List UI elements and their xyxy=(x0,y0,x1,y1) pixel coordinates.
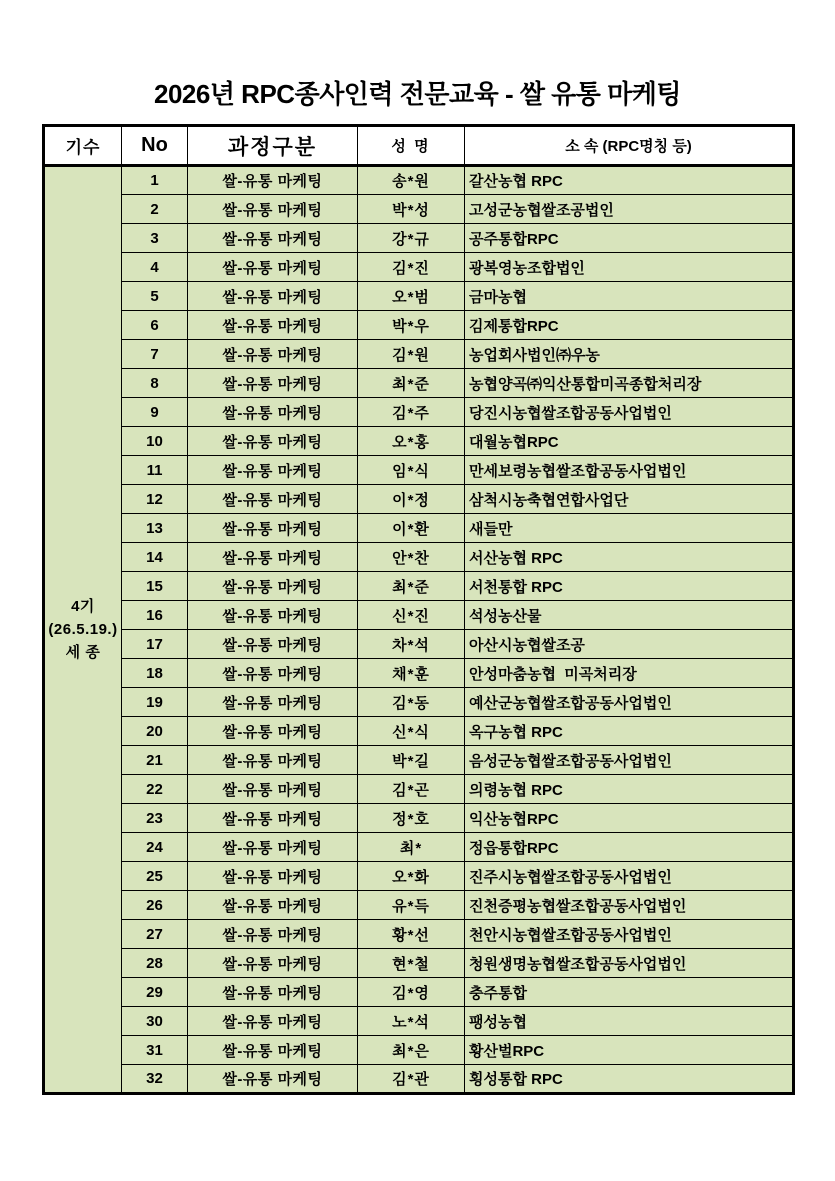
row-name: 강*규 xyxy=(358,224,465,253)
row-no: 10 xyxy=(122,427,188,456)
attendee-table xyxy=(42,124,795,1095)
row-no: 12 xyxy=(122,485,188,514)
table-header-row xyxy=(44,126,794,166)
row-affiliation: 충주통합 xyxy=(465,978,794,1007)
row-course: 쌀-유통 마케팅 xyxy=(188,311,358,340)
row-name: 김*진 xyxy=(358,253,465,282)
row-no: 20 xyxy=(122,717,188,746)
row-name: 김*관 xyxy=(358,1065,465,1094)
table-row xyxy=(44,978,794,1007)
table-row xyxy=(44,1036,794,1065)
table-row xyxy=(44,688,794,717)
row-affiliation: 새들만 xyxy=(465,514,794,543)
row-name: 안*찬 xyxy=(358,543,465,572)
row-affiliation: 진주시농협쌀조합공동사업법인 xyxy=(465,862,794,891)
row-affiliation: 황산벌RPC xyxy=(465,1036,794,1065)
table-row xyxy=(44,282,794,311)
table-row xyxy=(44,775,794,804)
row-affiliation: 갈산농협 RPC xyxy=(465,166,794,195)
table-row xyxy=(44,891,794,920)
row-course: 쌀-유통 마케팅 xyxy=(188,891,358,920)
row-course: 쌀-유통 마케팅 xyxy=(188,717,358,746)
row-affiliation: 횡성통합 RPC xyxy=(465,1065,794,1094)
row-course: 쌀-유통 마케팅 xyxy=(188,601,358,630)
row-affiliation: 김제통합RPC xyxy=(465,311,794,340)
row-no: 23 xyxy=(122,804,188,833)
row-affiliation: 석성농산물 xyxy=(465,601,794,630)
table-row xyxy=(44,485,794,514)
row-name: 차*석 xyxy=(358,630,465,659)
row-course: 쌀-유통 마케팅 xyxy=(188,485,358,514)
row-affiliation: 금마농협 xyxy=(465,282,794,311)
row-course: 쌀-유통 마케팅 xyxy=(188,543,358,572)
row-course: 쌀-유통 마케팅 xyxy=(188,949,358,978)
row-no: 13 xyxy=(122,514,188,543)
header-affiliation: 소 속 (RPC명칭 등) xyxy=(465,126,794,166)
table-row xyxy=(44,630,794,659)
row-course: 쌀-유통 마케팅 xyxy=(188,253,358,282)
row-affiliation: 고성군농협쌀조공법인 xyxy=(465,195,794,224)
table-row xyxy=(44,1007,794,1036)
row-name: 이*환 xyxy=(358,514,465,543)
row-name: 최*은 xyxy=(358,1036,465,1065)
row-name: 오*범 xyxy=(358,282,465,311)
table-row xyxy=(44,195,794,224)
row-no: 3 xyxy=(122,224,188,253)
row-no: 16 xyxy=(122,601,188,630)
row-course: 쌀-유통 마케팅 xyxy=(188,369,358,398)
cohort-cell-line: 세 종 xyxy=(65,644,101,662)
row-affiliation: 농협양곡㈜익산통합미곡종합처리장 xyxy=(465,369,794,398)
row-affiliation: 음성군농협쌀조합공동사업법인 xyxy=(465,746,794,775)
table-row xyxy=(44,369,794,398)
header-course: 과정구분 xyxy=(188,126,358,166)
row-affiliation: 공주통합RPC xyxy=(465,224,794,253)
row-name: 박*길 xyxy=(358,746,465,775)
row-affiliation: 정읍통합RPC xyxy=(465,833,794,862)
row-name: 임*식 xyxy=(358,456,465,485)
header-name: 성 명 xyxy=(358,126,465,166)
table-row xyxy=(44,804,794,833)
row-affiliation: 서산농협 RPC xyxy=(465,543,794,572)
row-affiliation: 예산군농협쌀조합공동사업법인 xyxy=(465,688,794,717)
cohort-cell-line: (26.5.19.) xyxy=(48,620,118,638)
row-no: 22 xyxy=(122,775,188,804)
row-affiliation: 안성마춤농협 미곡처리장 xyxy=(465,659,794,688)
cohort-cell xyxy=(44,166,122,1094)
row-no: 14 xyxy=(122,543,188,572)
row-no: 21 xyxy=(122,746,188,775)
table-row xyxy=(44,340,794,369)
row-affiliation: 서천통합 RPC xyxy=(465,572,794,601)
row-no: 31 xyxy=(122,1036,188,1065)
row-name: 박*우 xyxy=(358,311,465,340)
row-name: 송*원 xyxy=(358,166,465,195)
row-name: 김*원 xyxy=(358,340,465,369)
row-name: 유*득 xyxy=(358,891,465,920)
row-course: 쌀-유통 마케팅 xyxy=(188,514,358,543)
row-name: 김*곤 xyxy=(358,775,465,804)
row-name: 정*호 xyxy=(358,804,465,833)
row-no: 24 xyxy=(122,833,188,862)
row-no: 1 xyxy=(122,166,188,195)
table-row xyxy=(44,543,794,572)
row-course: 쌀-유통 마케팅 xyxy=(188,659,358,688)
row-no: 30 xyxy=(122,1007,188,1036)
row-course: 쌀-유통 마케팅 xyxy=(188,862,358,891)
table-row xyxy=(44,833,794,862)
row-affiliation: 의령농협 RPC xyxy=(465,775,794,804)
page-title: 2026년 RPC종사인력 전문교육 - 쌀 유통 마케팅 xyxy=(154,79,681,109)
row-affiliation: 진천증평농협쌀조합공동사업법인 xyxy=(465,891,794,920)
row-course: 쌀-유통 마케팅 xyxy=(188,920,358,949)
table-row xyxy=(44,1065,794,1094)
row-affiliation: 대월농협RPC xyxy=(465,427,794,456)
row-name: 김*영 xyxy=(358,978,465,1007)
row-course: 쌀-유통 마케팅 xyxy=(188,427,358,456)
table-row xyxy=(44,659,794,688)
row-affiliation: 청원생명농협쌀조합공동사업법인 xyxy=(465,949,794,978)
row-name: 김*동 xyxy=(358,688,465,717)
row-course: 쌀-유통 마케팅 xyxy=(188,978,358,1007)
row-name: 박*성 xyxy=(358,195,465,224)
row-no: 2 xyxy=(122,195,188,224)
row-no: 8 xyxy=(122,369,188,398)
row-course: 쌀-유통 마케팅 xyxy=(188,804,358,833)
row-no: 28 xyxy=(122,949,188,978)
table-row xyxy=(44,253,794,282)
table-row xyxy=(44,456,794,485)
row-course: 쌀-유통 마케팅 xyxy=(188,282,358,311)
row-affiliation: 광복영농조합법인 xyxy=(465,253,794,282)
row-no: 6 xyxy=(122,311,188,340)
row-course: 쌀-유통 마케팅 xyxy=(188,195,358,224)
row-no: 27 xyxy=(122,920,188,949)
row-no: 7 xyxy=(122,340,188,369)
row-name: 채*훈 xyxy=(358,659,465,688)
row-affiliation: 만세보령농협쌀조합공동사업법인 xyxy=(465,456,794,485)
row-name: 최*준 xyxy=(358,572,465,601)
table-row xyxy=(44,311,794,340)
row-name: 오*화 xyxy=(358,862,465,891)
row-course: 쌀-유통 마케팅 xyxy=(188,746,358,775)
row-no: 29 xyxy=(122,978,188,1007)
row-no: 5 xyxy=(122,282,188,311)
row-course: 쌀-유통 마케팅 xyxy=(188,1036,358,1065)
row-affiliation: 천안시농협쌀조합공동사업법인 xyxy=(465,920,794,949)
row-name: 노*석 xyxy=(358,1007,465,1036)
row-name: 오*홍 xyxy=(358,427,465,456)
row-name: 신*식 xyxy=(358,717,465,746)
table-row xyxy=(44,398,794,427)
row-course: 쌀-유통 마케팅 xyxy=(188,1065,358,1094)
row-no: 9 xyxy=(122,398,188,427)
row-no: 32 xyxy=(122,1065,188,1094)
row-course: 쌀-유통 마케팅 xyxy=(188,166,358,195)
row-no: 25 xyxy=(122,862,188,891)
row-affiliation: 삼척시농축협연합사업단 xyxy=(465,485,794,514)
table-row xyxy=(44,166,794,195)
row-name: 황*선 xyxy=(358,920,465,949)
row-no: 26 xyxy=(122,891,188,920)
cohort-cell-line: 4기 xyxy=(71,597,95,615)
table-row xyxy=(44,601,794,630)
row-affiliation: 아산시농협쌀조공 xyxy=(465,630,794,659)
row-affiliation: 팽성농협 xyxy=(465,1007,794,1036)
header-cohort: 기수 xyxy=(44,126,122,166)
table-row xyxy=(44,746,794,775)
row-name: 이*정 xyxy=(358,485,465,514)
header-no: No xyxy=(122,126,188,166)
row-affiliation: 옥구농협 RPC xyxy=(465,717,794,746)
row-course: 쌀-유통 마케팅 xyxy=(188,775,358,804)
row-no: 17 xyxy=(122,630,188,659)
row-name: 김*주 xyxy=(358,398,465,427)
row-name: 최* xyxy=(358,833,465,862)
row-no: 15 xyxy=(122,572,188,601)
table-row xyxy=(44,514,794,543)
row-name: 신*진 xyxy=(358,601,465,630)
table-row xyxy=(44,862,794,891)
table-row xyxy=(44,717,794,746)
row-name: 현*철 xyxy=(358,949,465,978)
row-name: 최*준 xyxy=(358,369,465,398)
table-row xyxy=(44,949,794,978)
table-row xyxy=(44,224,794,253)
row-course: 쌀-유통 마케팅 xyxy=(188,456,358,485)
row-no: 19 xyxy=(122,688,188,717)
row-course: 쌀-유통 마케팅 xyxy=(188,340,358,369)
row-affiliation: 익산농협RPC xyxy=(465,804,794,833)
row-course: 쌀-유통 마케팅 xyxy=(188,630,358,659)
row-affiliation: 농업회사법인㈜우농 xyxy=(465,340,794,369)
row-course: 쌀-유통 마케팅 xyxy=(188,1007,358,1036)
row-no: 11 xyxy=(122,456,188,485)
table-row xyxy=(44,920,794,949)
row-course: 쌀-유통 마케팅 xyxy=(188,398,358,427)
row-course: 쌀-유통 마케팅 xyxy=(188,688,358,717)
row-affiliation: 당진시농협쌀조합공동사업법인 xyxy=(465,398,794,427)
table-row xyxy=(44,572,794,601)
row-no: 4 xyxy=(122,253,188,282)
row-course: 쌀-유통 마케팅 xyxy=(188,833,358,862)
row-course: 쌀-유통 마케팅 xyxy=(188,572,358,601)
row-course: 쌀-유통 마케팅 xyxy=(188,224,358,253)
table-row xyxy=(44,427,794,456)
row-no: 18 xyxy=(122,659,188,688)
